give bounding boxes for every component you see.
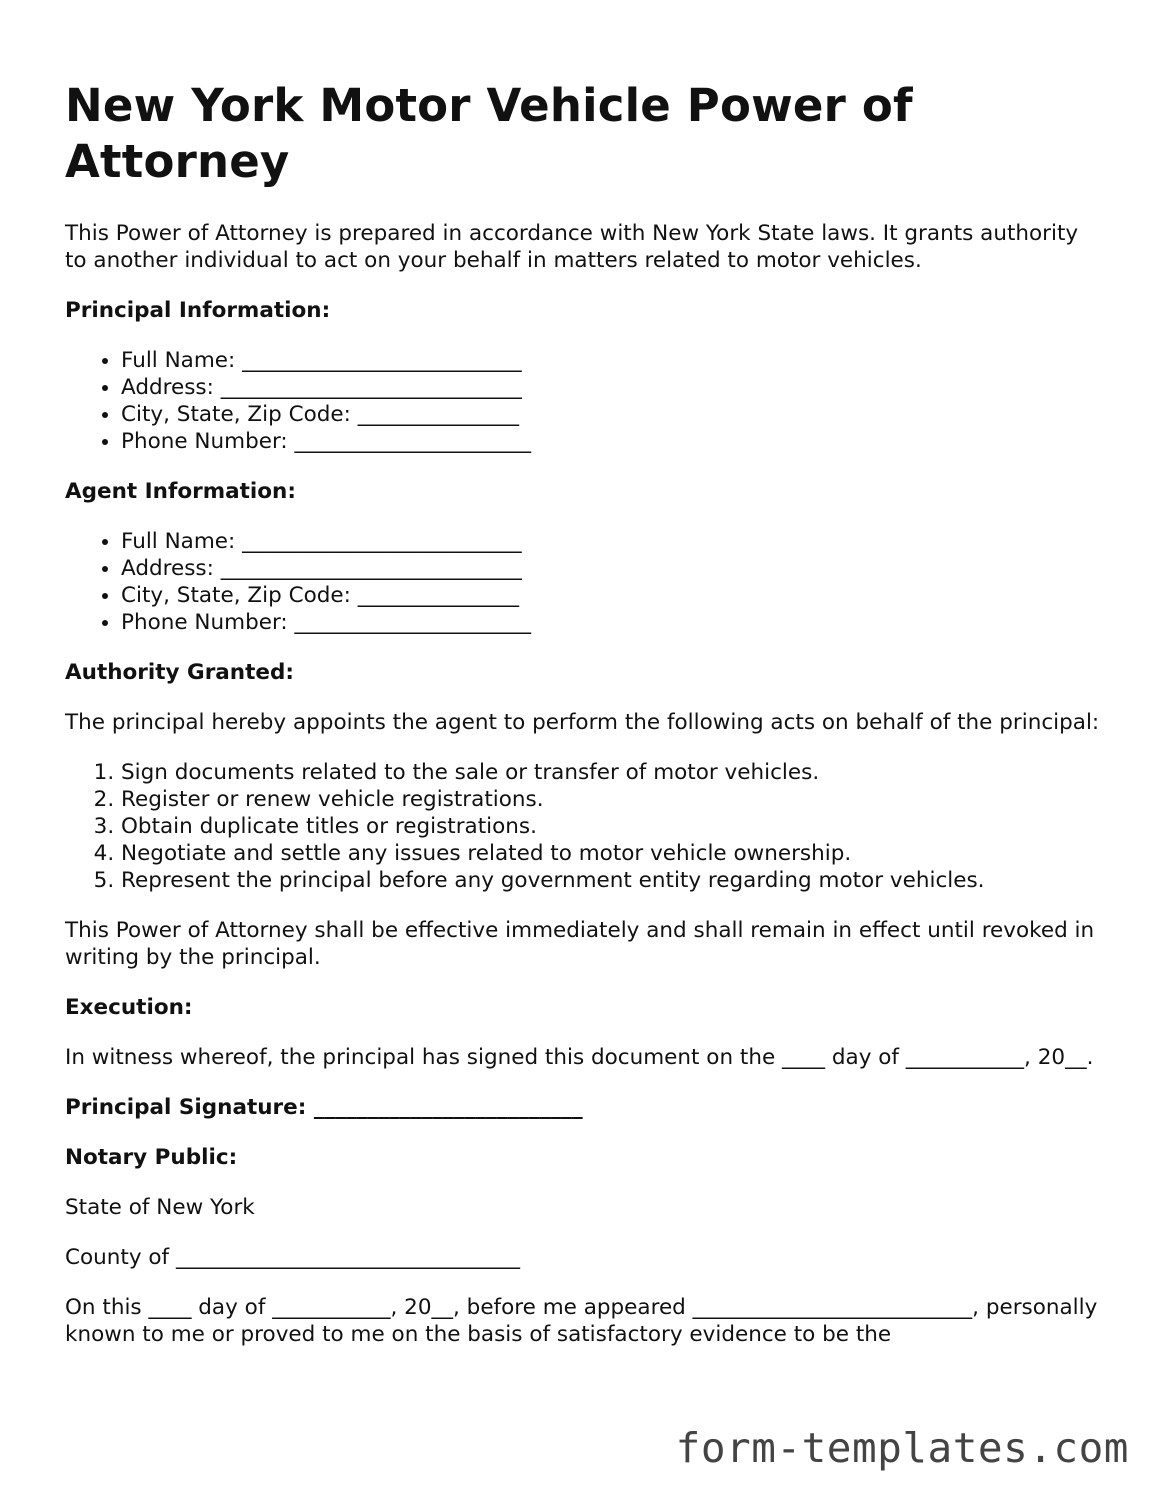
execution-paragraph: In witness whereof, the principal has signed this document on the ____ day of ___________, 20__.	[65, 1045, 1094, 1070]
authority-act-item: 4. Negotiate and settle any issues related to motor vehicle ownership.	[121, 840, 1105, 867]
notary-county: County of ________________________________	[65, 1245, 520, 1270]
agent-full-name-field: • Full Name: __________________________	[121, 528, 1105, 555]
agent-city-state-zip-field: • City, State, Zip Code: _______________	[121, 582, 1105, 609]
effective-paragraph: This Power of Attorney shall be effective immediately and shall remain in effect until revoked in writing by the principal.	[65, 918, 1095, 970]
execution-heading: Execution:	[65, 995, 193, 1020]
principal-signature-line: Principal Signature: _________________________	[65, 1095, 583, 1120]
authority-act-item: 3. Obtain duplicate titles or registrations.	[121, 813, 1105, 840]
principal-info-list	[65, 347, 1105, 455]
agent-info-list	[65, 528, 1105, 636]
agent-phone-field: • Phone Number: ______________________	[121, 609, 1105, 636]
authority-act-item: 5. Represent the principal before any government entity regarding motor vehicles.	[121, 867, 1105, 894]
authority-heading: Authority Granted:	[65, 660, 294, 685]
notary-heading: Notary Public:	[65, 1145, 238, 1170]
principal-full-name-field: • Full Name: __________________________	[121, 347, 1105, 374]
agent-info-heading: Agent Information:	[65, 479, 296, 504]
agent-address-field: • Address: ____________________________	[121, 555, 1105, 582]
document-page	[65, 78, 1105, 1371]
site-watermark: form-templates.com	[675, 1424, 1129, 1472]
notary-paragraph: On this ____ day of ___________, 20__, before me appeared __________________________, personally known to me or proved to me on the basis of satisfactory evidence to be the	[65, 1295, 1098, 1347]
principal-phone-field: • Phone Number: ______________________	[121, 428, 1105, 455]
notary-state: State of New York	[65, 1195, 255, 1220]
principal-address-field: • Address: ____________________________	[121, 374, 1105, 401]
principal-info-heading: Principal Information:	[65, 298, 331, 323]
authority-intro: The principal hereby appoints the agent to perform the following acts on behalf of the principal:	[65, 710, 1100, 735]
document-title: New York Motor Vehicle Power of Attorney	[65, 79, 913, 188]
principal-city-state-zip-field: • City, State, Zip Code: _______________	[121, 401, 1105, 428]
authority-act-item: 2. Register or renew vehicle registrations.	[121, 786, 1105, 813]
intro-paragraph: This Power of Attorney is prepared in accordance with New York State laws. It grants authority to another individual to act on your behalf in matters related to motor vehicles.	[65, 221, 1079, 273]
authority-act-item: 1. Sign documents related to the sale or transfer of motor vehicles.	[121, 759, 1105, 786]
authority-acts-list	[65, 759, 1105, 894]
